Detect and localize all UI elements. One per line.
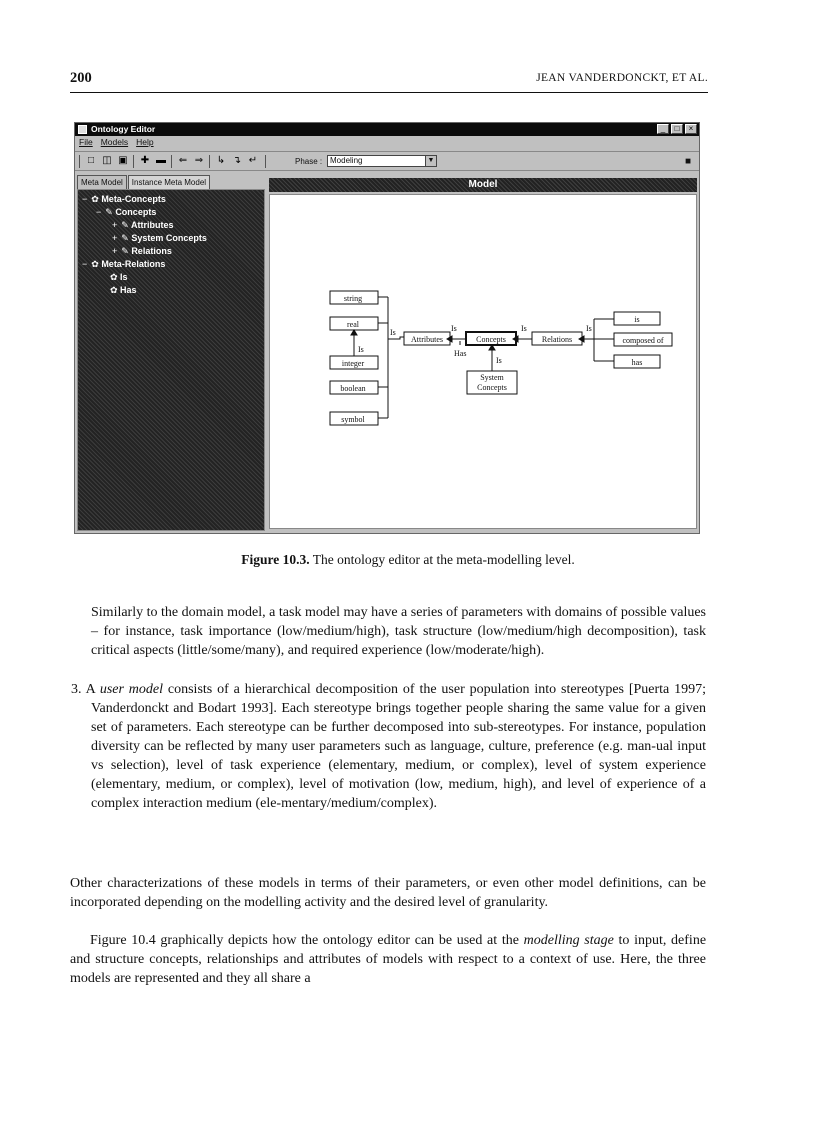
close-button[interactable]: × [685, 124, 697, 134]
paragraph-other-characterizations: Other characterizations of these models in terms of their parameters, or even other model definitions, can be incorporated depending on the modelling activity and the desired level of granularity. [70, 876, 706, 910]
edge-label-is: Is [390, 328, 396, 337]
paragraph-figure-10-4 [70, 931, 706, 988]
edge-label-has: Has [454, 349, 467, 358]
collapse-icon[interactable]: − [82, 194, 88, 204]
collapse-icon[interactable]: − [96, 207, 102, 217]
tree-item-relations[interactable] [112, 246, 172, 257]
edge-label-is: Is [496, 356, 502, 365]
menu-help[interactable]: Help [136, 137, 154, 147]
title-bar [75, 123, 699, 136]
tree-label: Meta-Relations [101, 259, 166, 269]
node-label-concepts-2: Concepts [477, 383, 507, 392]
toolbar-separator [171, 155, 172, 168]
tree-item-has[interactable] [110, 285, 137, 296]
text-run: Figure 10.4 graphically depicts how the ontology editor can be used at the [90, 933, 519, 948]
menu-bar [75, 137, 699, 149]
tree-item-is[interactable] [110, 272, 128, 283]
expand-icon[interactable]: + [112, 220, 118, 230]
pencil-icon: ✎ [105, 207, 116, 217]
tree-label: Has [120, 285, 137, 295]
node-label-integer: integer [341, 359, 365, 368]
list-item-user-model [71, 680, 706, 813]
tree-item-concepts[interactable] [96, 207, 156, 218]
ontology-editor-window [74, 122, 700, 534]
figure-caption [0, 552, 816, 568]
chevron-down-icon[interactable]: ▼ [425, 156, 436, 166]
arrow-left-icon[interactable]: ⇐ [178, 155, 188, 166]
node-label-composed-of: composed of [622, 336, 664, 345]
toolbar [75, 151, 699, 171]
add-node-icon[interactable]: ✚ [140, 155, 150, 166]
list-number: 3. [71, 682, 82, 697]
node-label-has: has [631, 358, 643, 367]
tree-label: System Concepts [131, 233, 207, 243]
text-run: to input, define and structure concepts, relationships and attributes of models with respect to a context of use. Here, the three models are represented and they all share a [70, 933, 707, 986]
node-label-string: string [343, 294, 363, 303]
emphasis: modelling stage [523, 933, 614, 948]
toolbar-separator [133, 155, 134, 168]
pencil-icon: ✎ [121, 233, 132, 243]
caption-text: The ontology editor at the meta-modelling level. [312, 552, 575, 567]
link-icon[interactable]: ↳ [216, 155, 226, 166]
expand-icon[interactable]: + [112, 233, 118, 243]
link-down-icon[interactable]: ↴ [232, 155, 242, 166]
text-run: A [85, 682, 95, 697]
new-file-icon[interactable]: □ [87, 155, 95, 166]
text-run: consists of a hierarchical decomposition of the user population into stereotypes [Puerta 1997; Vanderdonckt and Bodart 1993]. Each stereotype brings together people sharing the same value for a given set of parameters. Each stereotype can be further decomposed into sub-stereotypes. For instance, population diversity can be reflected by many user parameters such as language, culture, preference (e.g. man-ual input vs selection), level of task experience (elementary, medium, or complex), level of system experience (elementary, medium, or complex), level of motivation (low, medium, high), and level of experience of a complex interaction medium (ele-mentary/medium/complex). [91, 682, 707, 811]
tree-item-system-concepts[interactable] [112, 233, 207, 244]
menu-file[interactable]: File [79, 137, 93, 147]
tab-instance-meta-model[interactable]: Instance Meta Model [128, 175, 210, 189]
page-number: 200 [70, 70, 92, 86]
tab-meta-model[interactable]: Meta Model [77, 175, 127, 189]
running-head: JEAN VANDERDONCKT, ET AL. [536, 72, 708, 84]
model-header: Model [269, 178, 697, 192]
node-label-real: real [347, 320, 359, 329]
phase-value: Modeling [330, 156, 363, 165]
tree-label: Meta-Concepts [101, 194, 166, 204]
expand-icon[interactable]: + [112, 246, 118, 256]
node-label-symbol: symbol [341, 415, 365, 424]
node-icon: ✿ [110, 272, 121, 282]
tree-item-attributes[interactable] [112, 220, 173, 231]
node-label-system: System [480, 373, 504, 382]
node-icon: ✿ [110, 285, 121, 295]
model-tree [77, 189, 265, 531]
minimize-button[interactable]: _ [657, 124, 669, 134]
phase-select[interactable] [327, 155, 437, 167]
node-icon: ✿ [91, 194, 102, 204]
node-label-concepts: Concepts [476, 335, 506, 344]
print-icon[interactable]: ▣ [118, 155, 128, 166]
node-label-boolean: boolean [340, 384, 366, 393]
tree-label: Concepts [115, 207, 157, 217]
edge-label-is: Is [358, 345, 364, 354]
model-canvas[interactable] [269, 194, 697, 529]
remove-node-icon[interactable]: ▬ [156, 155, 166, 166]
toolbar-separator [79, 155, 80, 168]
tree-label: Is [120, 272, 128, 282]
header-rule [70, 92, 708, 93]
maximize-button[interactable]: □ [671, 124, 683, 134]
node-icon: ✿ [91, 259, 102, 269]
app-icon [78, 125, 87, 134]
meta-model-diagram [270, 195, 700, 529]
phase-label: Phase : [295, 157, 323, 166]
tab-strip [77, 175, 211, 189]
open-folder-icon[interactable]: ◫ [102, 155, 112, 166]
collapse-icon[interactable]: − [82, 259, 88, 269]
arrow-right-icon[interactable]: ⇒ [194, 155, 204, 166]
emphasis: user model [99, 682, 164, 697]
edge-label-is: Is [586, 324, 592, 333]
toolbar-separator [209, 155, 210, 168]
paragraph-task-model: Similarly to the domain model, a task model may have a series of parameters with domains of possible values – for instance, task importance (low/medium/high), task structure (low/medium/high decomposition), task critical aspects (little/some/many), and required experience (low/moderate/high). [91, 605, 706, 658]
caption-label: Figure 10.3. [241, 552, 310, 567]
node-label-attributes: Attributes [411, 335, 443, 344]
edge-label-is: Is [521, 324, 527, 333]
tree-item-meta-concepts[interactable] [82, 194, 166, 205]
tree-label: Relations [131, 246, 172, 256]
node-label-is: is [634, 315, 640, 324]
pencil-icon: ✎ [121, 246, 132, 256]
tree-label: Attributes [130, 220, 174, 230]
toolbar-separator [265, 155, 266, 168]
menu-models[interactable]: Models [100, 137, 129, 147]
tree-item-meta-relations[interactable] [82, 259, 165, 270]
help-icon[interactable]: ■ [684, 156, 691, 167]
edge-label-is: Is [451, 324, 457, 333]
link-back-icon[interactable]: ↵ [248, 155, 258, 166]
node-label-relations: Relations [541, 335, 573, 344]
pencil-icon: ✎ [121, 220, 131, 230]
window-title: Ontology Editor [91, 124, 156, 134]
